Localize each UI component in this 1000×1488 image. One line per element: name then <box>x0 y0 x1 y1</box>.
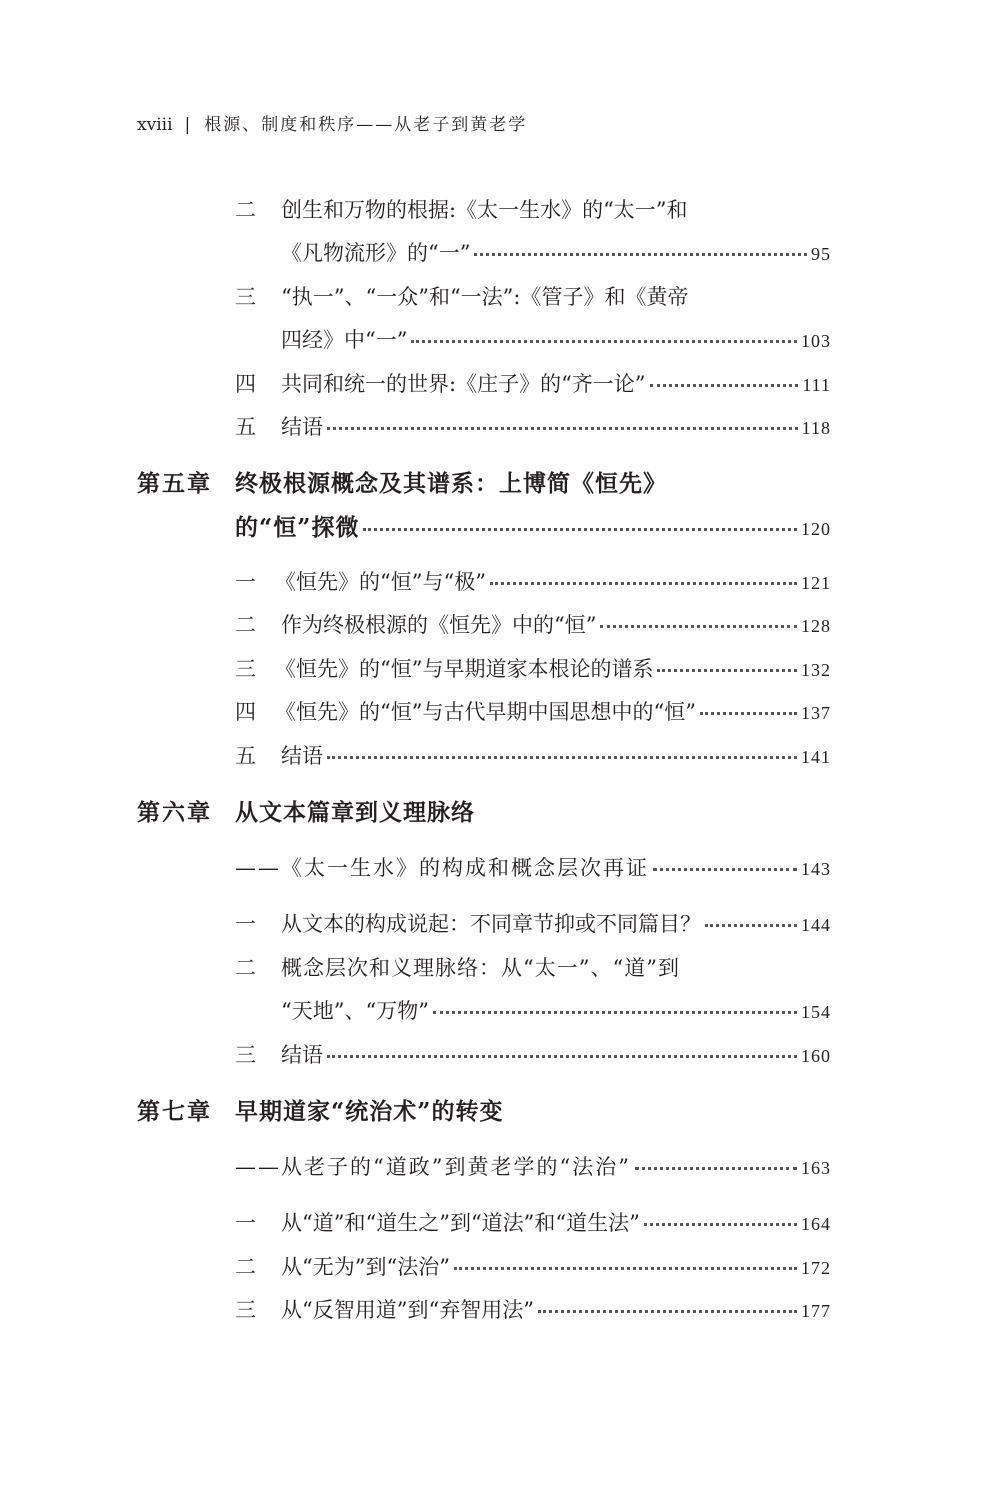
dot-leader <box>653 868 797 871</box>
dot-leader <box>363 528 797 531</box>
page-number: 128 <box>801 616 831 636</box>
dot-leader <box>705 924 797 927</box>
page-number: 163 <box>801 1158 831 1178</box>
page-number: 118 <box>801 418 831 438</box>
chapter-title: 从文本篇章到义理脉络 <box>235 799 475 826</box>
section-number: 四 <box>235 700 256 724</box>
chapter-heading[interactable] <box>137 468 667 500</box>
running-header <box>137 110 527 135</box>
toc-entry[interactable] <box>235 1208 831 1239</box>
dot-leader <box>538 1310 797 1313</box>
toc-entry-continuation[interactable] <box>281 325 831 356</box>
section-number: 二 <box>235 1255 256 1279</box>
toc-entry[interactable] <box>235 195 835 225</box>
dot-leader <box>700 712 797 715</box>
page-number: 120 <box>801 519 831 539</box>
chapter-title-cont: 的“恒”探微 <box>235 514 360 541</box>
page-number: 111 <box>802 375 831 395</box>
section-title: 共同和统一的世界:《庄子》的“齐一论” <box>281 372 646 396</box>
toc-entry[interactable] <box>235 282 835 312</box>
page-number: 137 <box>801 703 831 723</box>
section-title: 结语 <box>281 744 323 768</box>
section-title: 作为终极根源的《恒先》中的“恒” <box>281 613 597 637</box>
page-number: 177 <box>801 1301 831 1321</box>
toc-entry[interactable] <box>235 1252 831 1283</box>
section-number: 一 <box>235 570 256 594</box>
chapter-title: 终极根源概念及其谱系：上博简《恒先》 <box>235 470 667 497</box>
section-number: 二 <box>235 613 256 637</box>
page-number: 172 <box>801 1258 831 1278</box>
subtitle-text: ——《太一生水》的构成和概念层次再证 <box>235 856 649 880</box>
dot-leader <box>327 1055 797 1058</box>
section-number: 五 <box>235 744 256 768</box>
dot-leader <box>327 427 798 430</box>
chapter-heading[interactable] <box>137 797 475 829</box>
section-number: 四 <box>235 372 256 396</box>
section-number: 三 <box>235 657 256 681</box>
toc-entry[interactable] <box>235 567 831 598</box>
dot-leader <box>474 253 807 256</box>
dot-leader <box>454 1267 797 1270</box>
chapter-heading[interactable] <box>137 1096 503 1128</box>
toc-entry-continuation[interactable] <box>281 238 831 269</box>
section-title: 创生和万物的根据:《太一生水》的“太一”和 <box>281 198 688 222</box>
toc-entry[interactable] <box>235 369 831 400</box>
book-title: 根源、制度和秩序——从老子到黄老学 <box>204 115 528 135</box>
dot-leader <box>650 384 799 387</box>
page-number: 164 <box>801 1214 831 1234</box>
subtitle-text: ——从老子的“道政”到黄老学的“法治” <box>235 1155 631 1179</box>
section-number: 五 <box>235 415 256 439</box>
section-title: 《恒先》的“恒”与古代早期中国思想中的“恒” <box>275 700 696 724</box>
toc-entry[interactable] <box>235 697 831 728</box>
toc-entry[interactable] <box>235 1040 831 1071</box>
section-number: 三 <box>235 285 256 309</box>
page-number: 160 <box>801 1046 831 1066</box>
section-title: 从“道”和“道生之”到“道法”和“道生法” <box>281 1211 640 1235</box>
toc-entry[interactable] <box>235 654 831 685</box>
page-number: 144 <box>801 915 831 935</box>
section-title: 从“无为”到“法治” <box>281 1255 450 1279</box>
section-title-cont: 《凡物流形》的“一” <box>281 241 471 265</box>
chapter-heading-continuation[interactable] <box>235 512 831 545</box>
section-title: 从文本的构成说起：不同章节抑或不同篇目？ <box>281 912 701 936</box>
section-title: 结语 <box>281 1043 323 1067</box>
section-title: 概念层次和义理脉络：从“太一”、“道”到 <box>281 956 680 980</box>
dot-leader <box>644 1223 797 1226</box>
toc-entry[interactable] <box>235 953 835 983</box>
toc-entry[interactable] <box>235 1295 831 1326</box>
toc-entry[interactable] <box>235 741 831 772</box>
page-number: 141 <box>801 747 831 767</box>
chapter-title: 早期道家“统治术”的转变 <box>235 1098 504 1125</box>
section-number: 三 <box>235 1298 256 1322</box>
chapter-label: 第六章 <box>137 799 212 826</box>
dot-leader <box>490 582 797 585</box>
dot-leader <box>657 669 797 672</box>
section-number: 一 <box>235 1211 256 1235</box>
section-title: 《恒先》的“恒”与“极” <box>275 570 486 594</box>
section-number: 二 <box>235 956 256 980</box>
page-folio: xviii <box>137 115 173 135</box>
section-title: “执一”、“一众”和“一法”:《管子》和《黄帝 <box>281 285 689 309</box>
page-number: 103 <box>801 331 831 351</box>
toc-entry[interactable] <box>235 610 831 641</box>
section-title-cont: “天地”、“万物” <box>281 999 429 1023</box>
toc-entry-continuation[interactable] <box>281 996 831 1027</box>
page-number: 132 <box>801 660 831 680</box>
page-number: 154 <box>801 1002 831 1022</box>
chapter-label: 第五章 <box>137 470 212 497</box>
dot-leader <box>635 1167 797 1170</box>
page-number: 143 <box>801 859 831 879</box>
toc-entry[interactable] <box>235 909 831 940</box>
chapter-subtitle[interactable] <box>235 853 831 884</box>
toc-entry[interactable] <box>235 412 831 443</box>
section-number: 三 <box>235 1043 256 1067</box>
chapter-subtitle[interactable] <box>235 1152 831 1183</box>
section-title: 结语 <box>281 415 323 439</box>
dot-leader <box>327 756 797 759</box>
page-number: 121 <box>801 573 831 593</box>
dot-leader <box>433 1011 797 1014</box>
chapter-label: 第七章 <box>137 1098 212 1125</box>
section-title: 从“反智用道”到“弃智用法” <box>281 1298 534 1322</box>
section-title-cont: 四经》中“一” <box>281 328 408 352</box>
section-number: 二 <box>235 198 256 222</box>
dot-leader <box>600 625 797 628</box>
page-number: 95 <box>811 244 831 264</box>
section-number: 一 <box>235 912 256 936</box>
dot-leader <box>411 340 797 343</box>
section-title: 《恒先》的“恒”与早期道家本根论的谱系 <box>275 657 654 681</box>
header-separator: | <box>184 115 193 135</box>
